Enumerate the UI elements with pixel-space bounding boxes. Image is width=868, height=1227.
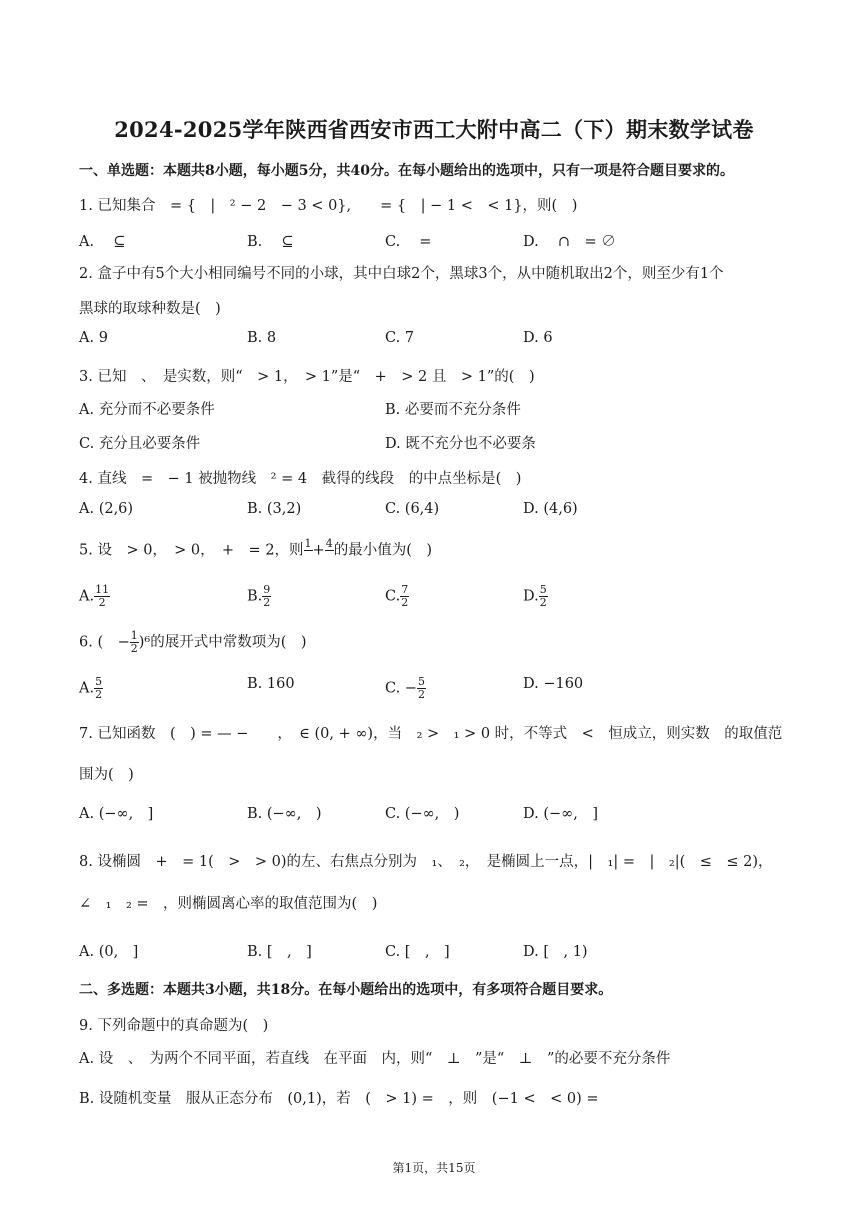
option-b: B. 必要而不充分条件 [385,402,521,418]
question-8: 8. 设椭圆 + = 1( > > 0)的左、右焦点分别为 ₁、 ₂， 是椭圆上一点，| ₁| = | ₂|( ≤ ≤ 2)， [79,854,773,870]
option-c: C. − $\frac{5}{2}$ [385,675,425,701]
question-9-option-b: B. 设随机变量 服从正态分布 (0,1)，若 ( > 1) = ，则 (−1 < < 0) = [79,1091,599,1107]
option-b: B. ⊆ [247,234,294,250]
section-heading-single-choice: 一、单选题：本题共8小题，每小题5分，共40分。在每小题给出的选项中，只有一项是符合题目要求的。 [79,163,734,179]
fraction: 4 [325,537,333,550]
question-6: 6. ( − $\frac{1}{2}$ )⁶的展开式中常数项为( ) [79,629,307,655]
option-c: C. $\frac{7}{2}$ [385,583,409,609]
option-b: B. $\frac{9}{2}$ [247,583,271,609]
option-a: A. (−∞, ] [79,806,154,822]
option-c: C. (−∞, ) [385,806,460,822]
question-3: 3. 已知 、 是实数，则“ > 1， > 1”是“ + > 2 且 > 1”的( ) [79,369,535,385]
option-b: B. 8 [247,330,277,346]
fraction: $\frac{1}{2}$ [130,629,138,655]
option-a: A. (0, ] [79,944,139,960]
option-d: D. (−∞, ] [523,806,598,822]
option-c: C. (6,4) [385,501,440,517]
question-9-option-a: A. 设 、 为两个不同平面，若直线 在平面 内，则“ ⊥ ”是“ ⊥ ”的必要不充分条件 [79,1051,671,1067]
option-b: B. 160 [247,676,295,692]
option-d: D. [ , 1) [523,944,588,960]
question-1: 1. 已知集合 = { | ² − 2 − 3 < 0}, = { | − 1 < < 1}，则( ) [79,198,578,214]
option-a: A. 充分而不必要条件 [79,402,215,418]
option-d: D. −160 [523,676,584,692]
option-b: B. (3,2) [247,501,302,517]
question-8-line-2: ∠ ₁ ₂ = ，则椭圆离心率的取值范围为( ) [79,896,378,912]
option-d: D. 既不充分也不必要条 [385,436,536,452]
option-d: D. $\frac{5}{2}$ [523,583,547,609]
option-a: A. $\frac{11}{2}$ [79,583,110,609]
question-4: 4. 直线 = − 1 被抛物线 ² = 4 截得的线段 的中点坐标是( ) [79,471,522,487]
question-5-text-end: 的最小值为( ) [333,542,433,559]
page-title: 2024-2025学年陕西省西安市西工大附中高二（下）期末数学试卷 [114,117,754,142]
question-5-text: 5. 设 > 0， > 0， + = 2，则 [79,542,304,559]
option-a: A. (2,6) [79,501,134,517]
fraction: 1 [304,537,312,550]
option-a: A. ⊆ [79,234,126,250]
option-c: C. [ , ] [385,944,450,960]
question-2-line-2: 黑球的取球种数是( ) [79,301,221,317]
section-heading-multiple-choice: 二、多选题：本题共3小题，共18分。在每小题给出的选项中，有多项符合题目要求。 [79,982,613,998]
option-b: B. (−∞, ) [247,806,322,822]
question-9: 9. 下列命题中的真命题为( ) [79,1018,269,1034]
question-7: 7. 已知函数 ( ) = — − ， ∈ (0, + ∞)，当 ₂ > ₁ > 0 时，不等式 < 恒成立，则实数 的取值范 [79,726,783,742]
option-b: B. [ , ] [247,944,312,960]
page-footer: 第1页，共15页 [392,1161,476,1175]
option-c: C. 7 [385,330,415,346]
question-2: 2. 盒子中有5个大小相同编号不同的小球，其中白球2个，黑球3个，从中随机取出2个，则至少有1个 [79,266,724,282]
question-7-line-2: 围为( ) [79,767,134,783]
option-d: D. (4,6) [523,501,578,517]
option-c: C. 充分且必要条件 [79,436,201,452]
option-d: D. ∩ = ∅ [523,234,616,250]
question-5: 5. 设 > 0， > 0， + = 2，则 1 + 4 的最小值为( ) [79,538,432,563]
option-a: A. 9 [79,330,108,346]
option-a: A. $\frac{5}{2}$ [79,675,103,701]
option-c: C. = [385,234,432,250]
option-d: D. 6 [523,330,553,346]
